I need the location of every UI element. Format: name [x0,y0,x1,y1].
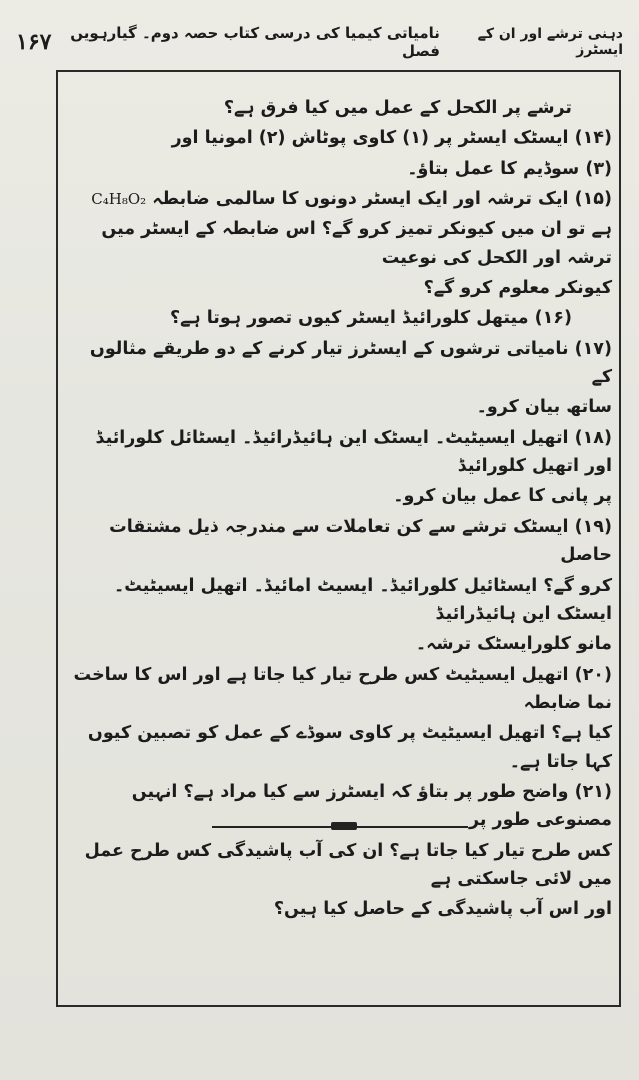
question-line: ساتھ بیان کرو۔ [476,397,612,418]
question-line: کیا ہے؟ اتھیل ایسیٹیٹ پر کاوی سوڈے کے عمل کو تصبین کیوں کہا جاتا ہے۔ [87,723,612,772]
question-text: (۱۵) ایک ترشہ اور ایک ایسٹر دونوں کا سالمی ضابطہ [152,189,612,210]
question-line: ہے تو ان میں کیونکر تمیز کرو گے؟ اس ضابطہ کے ایسٹر میں ترشہ اور الکحل کی نوعیت [101,219,612,268]
header-section-title: دہنی ترشے اور ان کے ایسٹرز [477,26,623,58]
page-number: ۱۶۷ [16,29,52,55]
question-line: (۱۷) نامیاتی ترشوں کے ایسٹرز تیار کرنے کے دو طریقے مثالوں کے [89,338,612,388]
question-line: (۱۶) میتھل کلورائیڈ ایسٹر کیوں تصور ہوتا ہے؟ [169,308,572,329]
header-book-title: نامیاتی کیمیا کی درسی کتاب حصہ دوم۔ گیارہویں فصل [70,24,440,60]
exercise-questions [64,94,612,926]
question-line [64,185,612,213]
question-line: (۲۱) واضح طور پر بتاؤ کہ ایسٹرز سے کیا مراد ہے؟ انہیں مصنوعی طور پر [131,781,612,831]
question-line: کرو گے؟ ایسٹائیل کلورائیڈ۔ ایسیٹ امائیڈ۔ اتھیل ایسیٹیٹ۔ ایسٹک این ہائیڈرائیڈ [113,575,612,624]
question-line: (۱۴) ایسٹک ایسٹر پر (۱) کاوی پوٹاش (۲) امونیا اور [171,128,612,149]
molecular-formula: C₄H₈O₂ [91,190,147,209]
question-line: کیونکر معلوم کرو گے؟ [423,278,612,299]
question-line: (۱۸) اتھیل ایسیٹیٹ۔ ایسٹک این ہائیڈرائیڈ۔ ایسٹائل کلورائیڈ اور اتھیل کلورائیڈ [95,427,612,477]
end-divider-ornament [331,822,357,830]
question-line: (۲۰) اتھیل ایسیٹیٹ کس طرح تیار کیا جاتا ہے اور اس کا ساخت نما ضابطہ [73,664,612,713]
question-line: کس طرح تیار کیا جاتا ہے؟ ان کی آب پاشیدگی کس طرح عمل میں لائی جاسکتی ہے [84,840,612,889]
question-line: مانو کلورایسٹک ترشہ۔ [415,634,612,655]
question-line: (۱۹) ایسٹک ترشے سے کن تعاملات سے مندرجہ ذیل مشتقات حاصل [109,516,612,566]
question-line: (۳) سوڈیم کا عمل بتاؤ۔ [407,158,612,179]
question-line: ترشے پر الکحل کے عمل میں کیا فرق ہے؟ [223,98,572,118]
question-line: اور اس آب پاشیدگی کے حاصل کیا ہیں؟ [273,899,612,920]
question-line: پر پانی کا عمل بیان کرو۔ [393,486,612,507]
running-header [16,22,623,62]
header-chapter-title-group [16,24,440,60]
